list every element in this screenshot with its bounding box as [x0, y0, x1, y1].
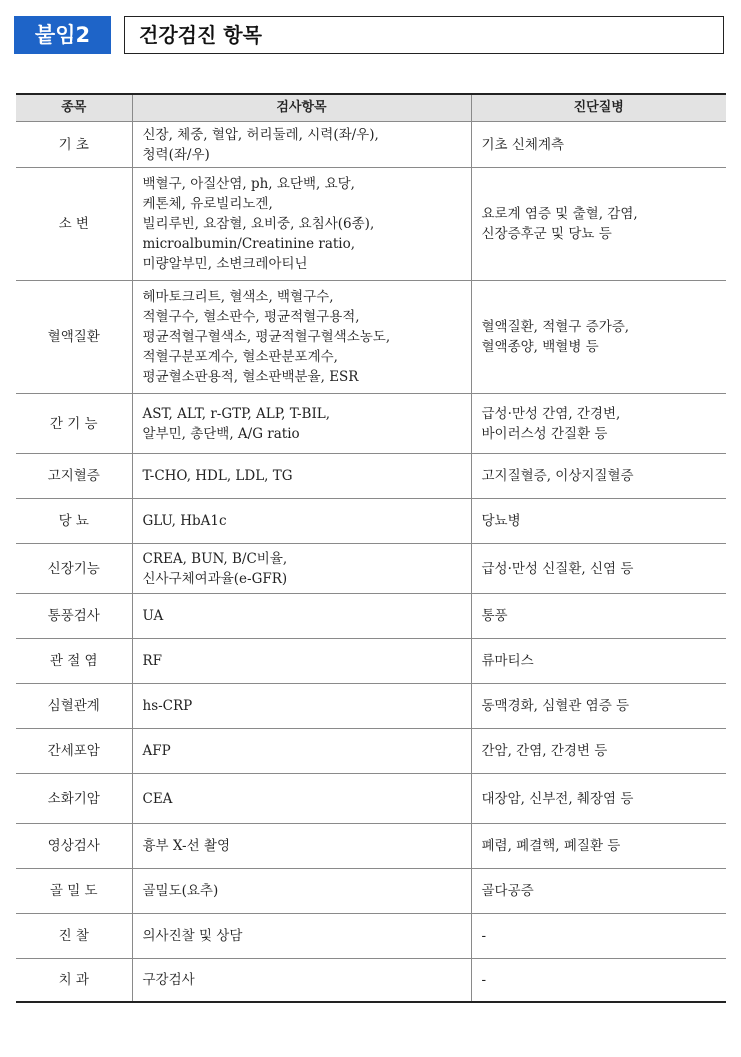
table-header-row [16, 94, 726, 122]
exam-items-cell: 의사진찰 및 상담 [132, 914, 471, 959]
diagnosis-cell: 기초 신체계측 [471, 122, 726, 168]
category-label: 소화기암 [47, 790, 100, 807]
category-cell [16, 281, 132, 394]
table-row [16, 824, 726, 869]
checkup-items-table [16, 93, 726, 1003]
category-label: 기 초 [58, 136, 89, 153]
category-cell [16, 869, 132, 914]
exam-items-cell: 백혈구, 아질산염, ph, 요단백, 요당, 케톤체, 유로빌리노겐, 빌리루빈, 요잠혈, 요비중, 요침사(6종), microalbumin/Creatinine ratio, 미량알부민, 소변크레아티닌 [132, 168, 471, 281]
table-body [16, 122, 726, 1002]
category-cell [16, 639, 132, 684]
table-row [16, 168, 726, 281]
category-cell [16, 544, 132, 594]
table-row [16, 594, 726, 639]
diagnosis-cell: 통풍 [471, 594, 726, 639]
category-cell [16, 499, 132, 544]
category-label: 당 뇨 [58, 513, 89, 529]
category-cell [16, 959, 132, 1002]
exam-items-cell: UA [132, 594, 471, 639]
diagnosis-cell: 고지질혈증, 이상지질혈증 [471, 454, 726, 499]
category-cell [16, 729, 132, 774]
exam-items-cell: CEA [132, 774, 471, 824]
diagnosis-cell: 대장암, 신부전, 췌장염 등 [471, 774, 726, 824]
page-title: 건강검진 항목 [139, 23, 262, 47]
diagnosis-cell: 요로계 염증 및 출혈, 감염, 신장증후군 및 당뇨 등 [471, 168, 726, 281]
diagnosis-cell: 폐렴, 폐결핵, 폐질환 등 [471, 824, 726, 869]
category-cell [16, 168, 132, 281]
category-label: 혈액질환 [47, 329, 100, 345]
table-row [16, 639, 726, 684]
title-box [124, 16, 724, 54]
exam-items-cell: CREA, BUN, B/C비율, 신사구체여과율(e-GFR) [132, 544, 471, 594]
diagnosis-cell: 당뇨병 [471, 499, 726, 544]
category-label: 골 밀 도 [49, 883, 98, 899]
table-row [16, 544, 726, 594]
exam-items-cell: hs-CRP [132, 684, 471, 729]
table-row [16, 684, 726, 729]
category-label: 소 변 [58, 216, 89, 232]
table-row [16, 454, 726, 499]
exam-items-cell: AFP [132, 729, 471, 774]
category-cell [16, 824, 132, 869]
diagnosis-cell: 동맥경화, 심혈관 염증 등 [471, 684, 726, 729]
page-header [14, 16, 726, 54]
exam-items-cell: RF [132, 639, 471, 684]
table-row [16, 499, 726, 544]
category-cell [16, 684, 132, 729]
exam-items-cell: 골밀도(요추) [132, 869, 471, 914]
diagnosis-cell: 간암, 간염, 간경변 등 [471, 729, 726, 774]
table-row [16, 869, 726, 914]
column-header-category: 종목 [16, 94, 132, 122]
exam-items-cell: 구강검사 [132, 959, 471, 1002]
category-label: 치 과 [58, 971, 89, 988]
table-row [16, 914, 726, 959]
diagnosis-cell: 골다공증 [471, 869, 726, 914]
exam-items-cell: T-CHO, HDL, LDL, TG [132, 454, 471, 499]
diagnosis-cell: - [471, 914, 726, 959]
exam-items-cell: GLU, HbA1c [132, 499, 471, 544]
category-cell [16, 454, 132, 499]
category-label: 심혈관계 [47, 698, 100, 714]
table-row [16, 959, 726, 1002]
table-row [16, 394, 726, 454]
diagnosis-cell: - [471, 959, 726, 1002]
category-label: 관 절 염 [49, 653, 98, 669]
table-row [16, 281, 726, 394]
exam-items-cell: AST, ALT, r-GTP, ALP, T-BIL, 알부민, 총단백, A/G ratio [132, 394, 471, 454]
table-row [16, 122, 726, 168]
attachment-tag: 붙임2 [14, 16, 111, 54]
category-label: 영상검사 [47, 838, 100, 854]
category-label: 통풍검사 [47, 608, 100, 624]
exam-items-cell: 헤마토크리트, 혈색소, 백혈구수, 적혈구수, 혈소판수, 평균적혈구용적, 평균적혈구혈색소, 평균적혈구혈색소농도, 적혈구분포계수, 혈소판분포계수, 평균혈소판용적, 혈소판백분율, ESR [132, 281, 471, 394]
column-header-exams: 검사항목 [132, 94, 471, 122]
category-label: 간 기 능 [49, 415, 98, 432]
category-cell [16, 394, 132, 454]
column-header-diseases: 진단질병 [471, 94, 726, 122]
category-label: 고지혈증 [47, 468, 100, 484]
diagnosis-cell: 혈액질환, 적혈구 증가증, 혈액종양, 백혈병 등 [471, 281, 726, 394]
category-cell [16, 122, 132, 168]
diagnosis-cell: 급성·만성 신질환, 신염 등 [471, 544, 726, 594]
table-row [16, 729, 726, 774]
exam-items-cell: 신장, 체중, 혈압, 허리둘레, 시력(좌/우), 청력(좌/우) [132, 122, 471, 168]
exam-items-cell: 흉부 X-선 촬영 [132, 824, 471, 869]
category-cell [16, 594, 132, 639]
category-label: 진 찰 [58, 928, 89, 944]
category-label: 간세포암 [47, 743, 100, 759]
diagnosis-cell: 류마티스 [471, 639, 726, 684]
category-cell [16, 914, 132, 959]
category-cell [16, 774, 132, 824]
table-row [16, 774, 726, 824]
diagnosis-cell: 급성·만성 간염, 간경변, 바이러스성 간질환 등 [471, 394, 726, 454]
category-label: 신장기능 [47, 560, 100, 577]
